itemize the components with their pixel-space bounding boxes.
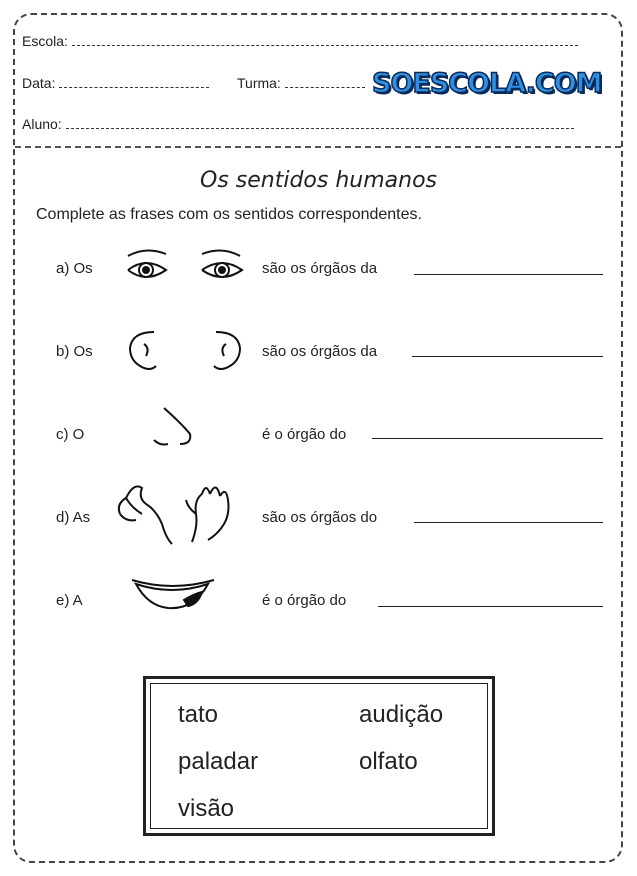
row-a-answer[interactable] xyxy=(414,274,603,275)
data-label: Data: xyxy=(22,75,56,91)
data-blank[interactable] xyxy=(59,77,209,88)
turma-blank[interactable] xyxy=(285,77,365,88)
page-title: Os sentidos humanos xyxy=(200,168,437,193)
eyes-icon xyxy=(124,246,246,290)
header-separator xyxy=(15,146,621,148)
instructions-text: Complete as frases com os sentidos correspondentes. xyxy=(36,206,422,223)
word-bank xyxy=(143,676,495,836)
escola-blank[interactable] xyxy=(72,35,578,46)
site-logo: SOESCOLA.COM xyxy=(372,68,602,99)
aluno-label: Aluno: xyxy=(22,116,62,132)
row-c-text: é o órgão do xyxy=(262,426,347,443)
aluno-field[interactable] xyxy=(22,116,574,132)
row-c-label: c) O xyxy=(56,426,85,443)
turma-field[interactable] xyxy=(237,75,365,91)
hands-icon xyxy=(112,474,242,546)
word-bank-item: audição xyxy=(359,701,444,728)
row-b-label: b) Os xyxy=(56,343,93,360)
row-b-answer[interactable] xyxy=(412,356,603,357)
row-e-label: e) A xyxy=(56,592,83,609)
mouth-icon xyxy=(128,574,218,616)
nose-icon xyxy=(150,404,198,450)
row-d-label: d) As xyxy=(56,509,91,526)
word-bank-item: olfato xyxy=(359,748,418,775)
row-a-text: são os órgãos da xyxy=(262,260,378,277)
row-e-answer[interactable] xyxy=(378,606,603,607)
row-b-text: são os órgãos da xyxy=(262,343,378,360)
escola-label: Escola: xyxy=(22,33,68,49)
word-bank-item: paladar xyxy=(178,748,259,775)
escola-field[interactable] xyxy=(22,33,578,49)
word-bank-item: tato xyxy=(178,701,219,728)
ears-icon xyxy=(124,326,246,374)
aluno-blank[interactable] xyxy=(66,118,574,129)
row-d-answer[interactable] xyxy=(414,522,603,523)
data-field[interactable] xyxy=(22,75,209,91)
word-bank-item: visão xyxy=(178,795,235,822)
row-c-answer[interactable] xyxy=(372,438,603,439)
row-a-label: a) Os xyxy=(56,260,93,277)
row-d-text: são os órgãos do xyxy=(262,509,378,526)
turma-label: Turma: xyxy=(237,75,281,91)
row-e-text: é o órgão do xyxy=(262,592,347,609)
